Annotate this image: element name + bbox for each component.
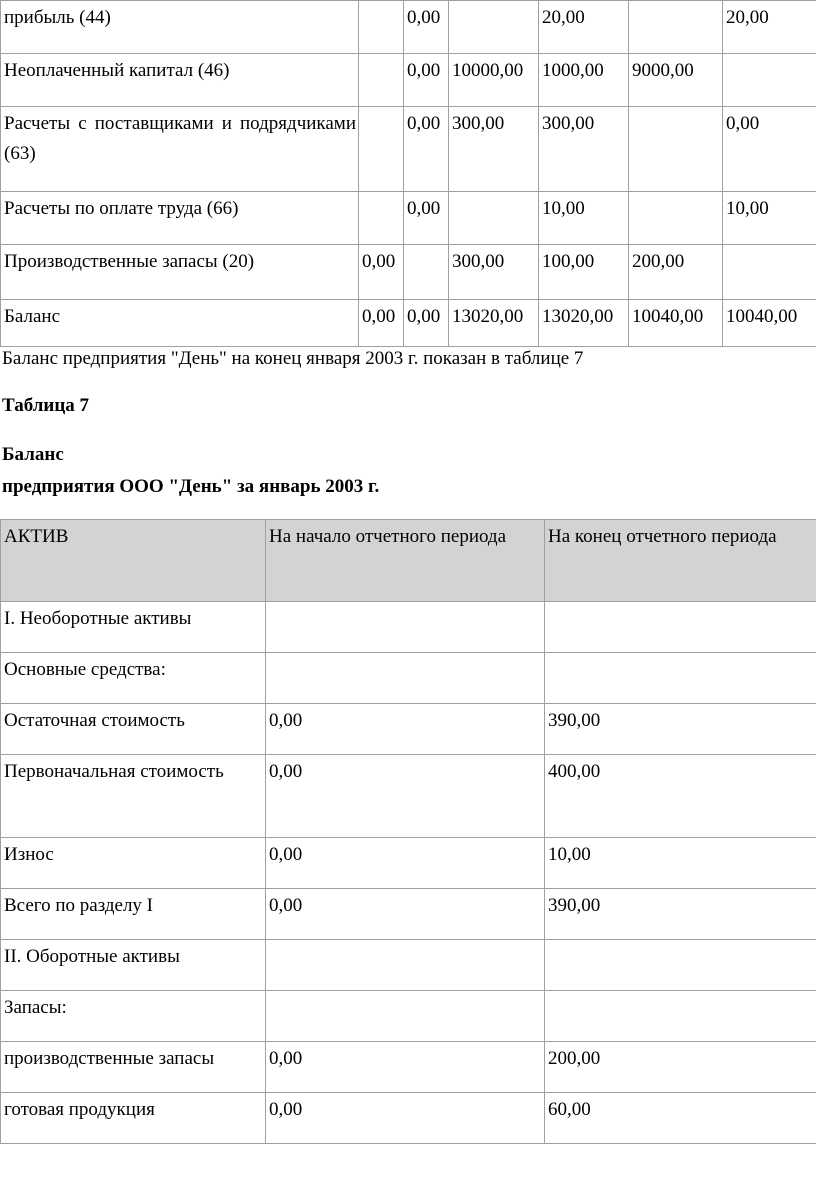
closing-credit <box>723 54 816 107</box>
table-row <box>1 991 816 1042</box>
closing-debit <box>629 1 723 54</box>
opening-debit <box>359 54 404 107</box>
start-value: 0,00 <box>266 755 545 838</box>
opening-credit: 0,00 <box>404 54 449 107</box>
closing-debit <box>629 192 723 245</box>
asset-label: Основные средства: <box>1 653 266 704</box>
turnover-debit: 13020,00 <box>449 300 539 347</box>
start-value <box>266 940 545 991</box>
turnover-debit <box>449 1 539 54</box>
asset-label: Запасы: <box>1 991 266 1042</box>
closing-debit: 10040,00 <box>629 300 723 347</box>
turnover-debit: 10000,00 <box>449 54 539 107</box>
opening-debit: 0,00 <box>359 300 404 347</box>
balance-table <box>0 519 816 1144</box>
table-row <box>1 940 816 991</box>
table-row <box>1 1093 816 1144</box>
table-row <box>1 1042 816 1093</box>
turnover-credit: 100,00 <box>539 245 629 300</box>
table-row <box>1 602 816 653</box>
start-value: 0,00 <box>266 1042 545 1093</box>
table-row <box>1 300 816 347</box>
asset-label: I. Необоротные активы <box>1 602 266 653</box>
turnover-credit: 13020,00 <box>539 300 629 347</box>
end-value <box>545 653 816 704</box>
start-value: 0,00 <box>266 889 545 940</box>
balance-title: Баланс <box>2 444 64 465</box>
table-row <box>1 54 816 107</box>
end-value: 10,00 <box>545 838 816 889</box>
account-label: Неоплаченный капитал (46) <box>1 54 359 107</box>
account-label: прибыль (44) <box>1 1 359 54</box>
header-end-period: На конец отчетного периода <box>545 520 816 602</box>
opening-credit: 0,00 <box>404 107 449 192</box>
opening-credit: 0,00 <box>404 1 449 54</box>
closing-debit: 200,00 <box>629 245 723 300</box>
end-value: 390,00 <box>545 704 816 755</box>
end-value <box>545 940 816 991</box>
header-start-period: На начало отчетного периода <box>266 520 545 602</box>
start-value: 0,00 <box>266 838 545 889</box>
account-label: Расчеты по оплате труда (66) <box>1 192 359 245</box>
turnover-credit: 10,00 <box>539 192 629 245</box>
end-value: 400,00 <box>545 755 816 838</box>
closing-debit <box>629 107 723 192</box>
end-value: 390,00 <box>545 889 816 940</box>
turnover-credit: 20,00 <box>539 1 629 54</box>
asset-label: производственные запасы <box>1 1042 266 1093</box>
account-label: Производственные запасы (20) <box>1 245 359 300</box>
table-row <box>1 704 816 755</box>
table-row <box>1 192 816 245</box>
closing-credit <box>723 245 816 300</box>
start-value <box>266 991 545 1042</box>
start-value <box>266 602 545 653</box>
end-value <box>545 602 816 653</box>
balance-subtitle: предприятия ООО "День" за январь 2003 г. <box>2 476 380 497</box>
header-asset: АКТИВ <box>1 520 266 602</box>
table-caption: Таблица 7 <box>2 395 90 416</box>
table-row <box>1 245 816 300</box>
opening-debit <box>359 192 404 245</box>
turnover-credit: 1000,00 <box>539 54 629 107</box>
asset-label: Износ <box>1 838 266 889</box>
end-value: 60,00 <box>545 1093 816 1144</box>
turnover-credit: 300,00 <box>539 107 629 192</box>
turnover-debit: 300,00 <box>449 245 539 300</box>
opening-credit <box>404 245 449 300</box>
ledger-table <box>0 0 816 347</box>
table-row <box>1 889 816 940</box>
table-row <box>1 653 816 704</box>
end-value <box>545 991 816 1042</box>
start-value: 0,00 <box>266 1093 545 1144</box>
closing-credit: 0,00 <box>723 107 816 192</box>
turnover-debit <box>449 192 539 245</box>
asset-label: Первоначальная стоимость <box>1 755 266 838</box>
account-label: Расчеты с поставщиками и подрядчиками (63) <box>1 107 359 192</box>
opening-debit: 0,00 <box>359 245 404 300</box>
turnover-debit: 300,00 <box>449 107 539 192</box>
asset-label: готовая продукция <box>1 1093 266 1144</box>
closing-debit: 9000,00 <box>629 54 723 107</box>
opening-credit: 0,00 <box>404 192 449 245</box>
intro-paragraph: Баланс предприятия "День" на конец января 2003 г. показан в таблице 7 <box>2 348 584 369</box>
table-row <box>1 1 816 54</box>
asset-label: II. Оборотные активы <box>1 940 266 991</box>
table-row <box>1 755 816 838</box>
start-value: 0,00 <box>266 704 545 755</box>
opening-debit <box>359 1 404 54</box>
closing-credit: 10,00 <box>723 192 816 245</box>
table-row <box>1 838 816 889</box>
asset-label: Остаточная стоимость <box>1 704 266 755</box>
asset-label: Всего по разделу I <box>1 889 266 940</box>
table-row <box>1 107 816 192</box>
closing-credit: 10040,00 <box>723 300 816 347</box>
end-value: 200,00 <box>545 1042 816 1093</box>
closing-credit: 20,00 <box>723 1 816 54</box>
start-value <box>266 653 545 704</box>
opening-debit <box>359 107 404 192</box>
balance-header-row <box>1 520 816 602</box>
account-label: Баланс <box>1 300 359 347</box>
opening-credit: 0,00 <box>404 300 449 347</box>
